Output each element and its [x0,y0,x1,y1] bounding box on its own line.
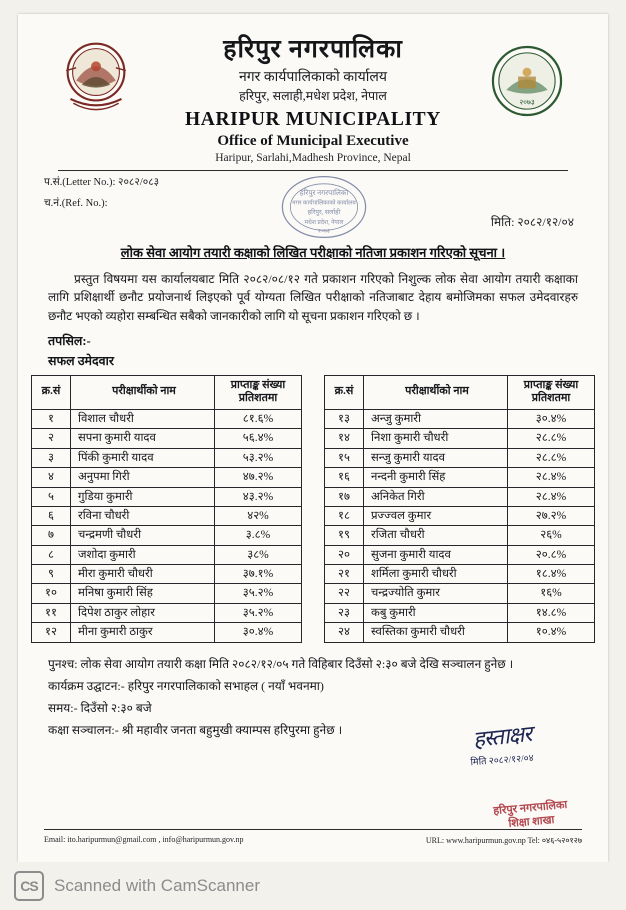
table-row [325,506,595,525]
cell-serial: १९ [325,526,364,545]
cell-marks: १०.४% [508,623,595,642]
municipality-name-english: HARIPUR MUNICIPALITY [185,108,441,130]
letter-number: प.सं.(Letter No.): २०८२/०८३ [44,176,160,188]
cell-name: अनुपमा गिरी [71,468,215,487]
table-row [32,603,302,622]
note-line: कक्षा सञ्चालन:- श्री महावीर जनता बहुमुखी क्याम्पस हरिपुरमा हुनेछ । [48,723,343,738]
cell-serial: १४ [325,429,364,448]
education-section-stamp [482,798,582,858]
cell-serial: ६ [32,506,71,525]
cell-serial: २२ [325,584,364,603]
cell-name: प्रज्ज्वल कुमार [364,506,508,525]
cell-name: शर्मिला कुमारी चौधरी [364,565,508,584]
camscanner-watermark [0,862,626,910]
table-row [325,448,595,467]
camscanner-logo-icon: CS [14,871,44,901]
stamp-line-2: शिक्षा शाखा [508,813,555,830]
cell-marks: ३५.२% [215,603,302,622]
cell-marks: २८.८% [508,448,595,467]
results-table-right [324,375,595,643]
cell-serial: ७ [32,526,71,545]
reference-block [18,175,608,233]
svg-text:२०७३: २०७३ [318,228,330,235]
col-name: परीक्षार्थीको नाम [71,375,215,410]
cell-marks: ४२% [215,506,302,525]
table-row [325,526,595,545]
document-header [18,14,608,171]
results-tables [18,375,608,643]
table-row [325,603,595,622]
svg-text:मधेश प्रदेश, नेपाल: मधेश प्रदेश, नेपाल [304,219,344,226]
table-row [32,584,302,603]
table-row [325,429,595,448]
cell-name: विशाल चौधरी [71,410,215,429]
col-name: परीक्षार्थीको नाम [364,375,508,410]
cell-name: स्वस्तिका कुमारी चौधरी [364,623,508,642]
col-marks: प्राप्ताङ्क संख्या प्रतिशतमा [215,375,302,410]
cell-name: सुजना कुमारी यादव [364,545,508,564]
cell-name: अनिकेत गिरी [364,487,508,506]
cell-serial: २१ [325,565,364,584]
office-name-nepali: नगर कार्यपालिकाको कार्यालय [238,69,388,85]
address-english: Haripur, Sarlahi,Madhesh Province, Nepal [215,151,411,164]
cell-marks: ३०.४% [215,623,302,642]
cell-name: नन्दनी कुमारी सिंह [364,468,508,487]
cell-serial: १५ [325,448,364,467]
successful-candidates-label: सफल उमेदवार [48,353,114,368]
cell-serial: ४ [32,468,71,487]
table-row [325,468,595,487]
table-row [32,565,302,584]
table-row [32,526,302,545]
tapasil-label: तपसिल:- [48,333,91,348]
cell-name: कबु कुमारी [364,603,508,622]
svg-text:हरिपुर, सर्लाही: हरिपुर, सर्लाही [307,208,341,216]
table-header-row [325,375,595,410]
cell-name: रविना चौधरी [71,506,215,525]
cell-serial: २४ [325,623,364,642]
results-table-left [31,375,302,643]
table-row [32,468,302,487]
cell-serial: २० [325,545,364,564]
cell-serial: १८ [325,506,364,525]
letter-date: मिति: २०८२/१२/०४ [490,214,574,229]
cell-marks: १६% [508,584,595,603]
cell-serial: १ [32,410,71,429]
table-row [32,429,302,448]
cell-serial: २ [32,429,71,448]
table-row [325,623,595,642]
table-header-row [32,375,302,410]
table-row [325,545,595,564]
signature-date: मिति २०८२/१२/०४ [470,753,534,769]
cell-marks: ३७.१% [215,565,302,584]
table-row [32,410,302,429]
cell-marks: २०.८% [508,545,595,564]
cell-serial: ५ [32,487,71,506]
cell-name: गुडिया कुमारी [71,487,215,506]
table-row [325,410,595,429]
cell-name: मीना कुमारी ठाकुर [71,623,215,642]
cell-marks: १८.४% [508,565,595,584]
signature-scribble: हस्ताक्षर [471,721,533,752]
svg-text:नगर कार्यपालिकाको कार्यालय: नगर कार्यपालिकाको कार्यालय [292,200,356,207]
cell-marks: २८.४% [508,487,595,506]
cell-name: मीरा कुमारी चौधरी [71,565,215,584]
cell-marks: ३८% [215,545,302,564]
cell-marks: ५३.२% [215,448,302,467]
cell-name: जशोदा कुमारी [71,545,215,564]
municipality-name-nepali: हरिपुर नगरपालिका [223,36,403,63]
cell-name: सपना कुमारी यादव [71,429,215,448]
note-line: समय:- दिउँसो २:३० बजे [48,700,152,715]
cell-marks: २७.२% [508,506,595,525]
cell-serial: ११ [32,603,71,622]
cell-name: सन्जु कुमारी यादव [364,448,508,467]
cell-name: दिपेश ठाकुर लोहार [71,603,215,622]
address-nepali: हरिपुर, सलाही,मधेश प्रदेश, नेपाल [239,88,387,103]
cell-name: चन्द्रमणी चौधरी [71,526,215,545]
reference-number: च.नं.(Ref. No.): [44,197,108,209]
cell-serial: ९ [32,565,71,584]
cell-serial: ३ [32,448,71,467]
cell-marks: ३०.४% [508,410,595,429]
col-serial: क्र.सं [32,375,71,410]
cell-name: रजिता चौधरी [364,526,508,545]
cell-name: निशा कुमारी चौधरी [364,429,508,448]
table-row [325,487,595,506]
cell-name: अन्जु कुमारी [364,410,508,429]
cell-marks: २६% [508,526,595,545]
signature-block [442,721,562,769]
cell-marks: ४३.२% [215,487,302,506]
stamp-line-1: हरिपुर नगरपालिका [492,798,568,818]
table-row [32,623,302,642]
footer-url: URL: www.haripurmun.gov.np Tel: ०४६-५२०१२७ [425,836,582,845]
col-serial: क्र.सं [325,375,364,410]
cell-serial: ८ [32,545,71,564]
cell-name: चन्द्रज्योति कुमार [364,584,508,603]
office-name-english: Office of Municipal Executive [217,132,409,149]
nepal-emblem-icon [60,38,132,116]
notice-body-paragraph: प्रस्तुत विषयमा यस कार्यालयबाट मिति २०८२/०८/१२ गते प्रकाशन गरिएको निशुल्क लोक सेवा आयोग तयारी कक्षाका लागि प्रशिक्षार्थी छनौट प्रयोजनार्थ लिइएको पूर्व योग्यता लिखित परीक्षाको नतिजाबाट देहाय बमोजिमका सफल उमेदवारहरु छनौट भएको व्यहोरा सम्बन्धित सबैको जानकारीको लागि यो सूचना प्रकाशन गरिएको छ । [48,271,578,323]
cell-marks: १४.८% [508,603,595,622]
cell-marks: ३.८% [215,526,302,545]
note-line: पुनश्च: लोक सेवा आयोग तयारी कक्षा मिति २०८२/१२/०५ गते विहिबार दिउँसो २:३० बजे देखि सञ्चालन हुनेछ । [48,656,514,671]
municipality-seal-icon [490,44,564,118]
camscanner-label: Scanned with CamScanner [54,876,261,895]
col-marks: प्राप्ताङ्क संख्या प्रतिशतमा [508,375,595,410]
svg-text:हरिपुर नगरपालिका: हरिपुर नगरपालिका [299,188,349,197]
scanned-document [18,14,608,862]
cell-serial: १७ [325,487,364,506]
cell-name: मनिषा कुमारी सिंह [71,584,215,603]
cell-marks: २८.४% [508,468,595,487]
table-row [32,448,302,467]
cell-marks: ५६.४% [215,429,302,448]
cell-serial: १० [32,584,71,603]
table-row [325,565,595,584]
cell-marks: २८.८% [508,429,595,448]
table-row [325,584,595,603]
svg-text:२०७३: २०७३ [519,97,535,107]
office-round-stamp-icon [276,171,372,243]
notice-subject: लोक सेवा आयोग तयारी कक्षाको लिखित परीक्षाको नतिजा प्रकाशन गरिएको सूचना । [120,244,506,260]
cell-serial: १२ [32,623,71,642]
cell-serial: १६ [325,468,364,487]
cell-serial: १३ [325,410,364,429]
cell-marks: ४७.२% [215,468,302,487]
note-line: कार्यक्रम उद्घाटन:- हरिपुर नगरपालिकाको सभाहल ( नयाँ भवनमा) [48,678,324,693]
cell-marks: ८१.६% [215,410,302,429]
cell-name: पिंकी कुमारी यादव [71,448,215,467]
cell-serial: २३ [325,603,364,622]
table-row [32,545,302,564]
cell-marks: ३५.२% [215,584,302,603]
footer-email: Email: ito.haripurmun@gmail.com , info@haripurmun.gov.np [44,835,244,844]
table-row [32,487,302,506]
table-row [32,506,302,525]
